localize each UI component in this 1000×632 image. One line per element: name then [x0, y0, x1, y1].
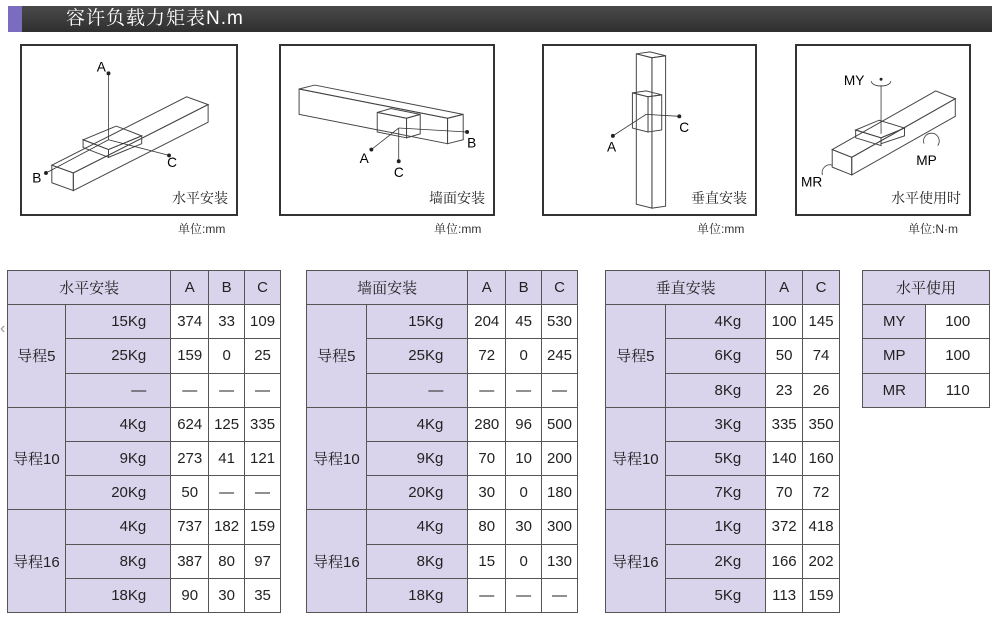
- value-cell: —: [542, 373, 578, 407]
- diagram-vertical: [542, 44, 757, 216]
- label-my: MY: [843, 73, 865, 89]
- header-cell: C: [245, 271, 281, 305]
- load-cell: 6Kg: [665, 339, 766, 373]
- value-cell: —: [209, 373, 245, 407]
- value-cell: 372: [766, 510, 803, 544]
- value-cell: 335: [766, 407, 803, 441]
- table-wall: [306, 270, 578, 613]
- label-c: C: [679, 119, 690, 135]
- label-b: B: [32, 170, 42, 186]
- value-cell: 0: [209, 339, 245, 373]
- group-label: 导程10: [8, 407, 66, 510]
- value-cell: 387: [171, 544, 209, 578]
- load-cell: 7Kg: [665, 476, 766, 510]
- header-cell-title: 水平使用: [863, 271, 990, 305]
- value-cell: 125: [209, 407, 245, 441]
- header-cell: B: [506, 271, 542, 305]
- value-cell: 100: [926, 339, 990, 373]
- value-cell: 418: [803, 510, 840, 544]
- table-row: [8, 407, 281, 441]
- value-cell: 530: [542, 305, 578, 339]
- value-cell: 70: [766, 476, 803, 510]
- value-cell: 45: [506, 305, 542, 339]
- load-cell: 4Kg: [65, 407, 171, 441]
- label-c: C: [393, 164, 404, 180]
- value-cell: 624: [171, 407, 209, 441]
- value-cell: 0: [506, 544, 542, 578]
- group-label: 导程5: [307, 305, 367, 408]
- value-cell: 109: [245, 305, 281, 339]
- value-cell: 182: [209, 510, 245, 544]
- value-cell: 25: [245, 339, 281, 373]
- value-cell: 113: [766, 578, 803, 612]
- value-cell: 500: [542, 407, 578, 441]
- load-cell: 4Kg: [65, 510, 171, 544]
- header-row: [863, 271, 990, 305]
- chevron-left-icon[interactable]: ‹: [0, 320, 6, 337]
- table-row: [863, 305, 990, 339]
- value-cell: —: [468, 373, 506, 407]
- load-cell: 2Kg: [665, 544, 766, 578]
- value-cell: 110: [926, 373, 990, 407]
- value-cell: 72: [803, 476, 840, 510]
- table-horizontal: [7, 270, 281, 613]
- diagram-caption: 垂直安装: [691, 190, 747, 206]
- load-cell: 4Kg: [366, 510, 468, 544]
- header-cell: C: [542, 271, 578, 305]
- load-cell: 20Kg: [366, 476, 468, 510]
- table-row: [863, 373, 990, 407]
- diagram-wall: [279, 44, 495, 216]
- value-cell: 80: [468, 510, 506, 544]
- value-cell: 80: [209, 544, 245, 578]
- moment-label: MR: [863, 373, 926, 407]
- value-cell: 23: [766, 373, 803, 407]
- load-cell: 18Kg: [366, 578, 468, 612]
- load-cell: 8Kg: [65, 544, 171, 578]
- diagram-caption: 水平使用时: [891, 190, 961, 206]
- load-cell: 9Kg: [65, 441, 171, 475]
- table-row: [606, 305, 840, 339]
- value-cell: 166: [766, 544, 803, 578]
- value-cell: 160: [803, 441, 840, 475]
- label-b: B: [467, 135, 477, 151]
- value-cell: 350: [803, 407, 840, 441]
- value-cell: 180: [542, 476, 578, 510]
- value-cell: 35: [245, 578, 281, 612]
- title-accent: [8, 6, 22, 32]
- value-cell: 737: [171, 510, 209, 544]
- group-label: 导程16: [307, 510, 367, 613]
- load-cell: 20Kg: [65, 476, 171, 510]
- value-cell: 72: [468, 339, 506, 373]
- value-cell: 159: [803, 578, 840, 612]
- value-cell: 15: [468, 544, 506, 578]
- table-row: [606, 407, 840, 441]
- load-cell: 1Kg: [665, 510, 766, 544]
- diagram-horizontal: [20, 44, 238, 216]
- value-cell: 0: [506, 339, 542, 373]
- value-cell: 374: [171, 305, 209, 339]
- value-cell: 245: [542, 339, 578, 373]
- header-row: [307, 271, 578, 305]
- load-cell: 25Kg: [65, 339, 171, 373]
- table-row: [8, 510, 281, 544]
- value-cell: 30: [506, 510, 542, 544]
- value-cell: 50: [171, 476, 209, 510]
- value-cell: 121: [245, 441, 281, 475]
- value-cell: 70: [468, 441, 506, 475]
- load-cell: —: [65, 373, 171, 407]
- diagram-caption: 水平安装: [172, 190, 228, 206]
- label-a: A: [359, 151, 369, 167]
- value-cell: 300: [542, 510, 578, 544]
- value-cell: 100: [926, 305, 990, 339]
- label-a: A: [607, 139, 617, 155]
- load-cell: 15Kg: [65, 305, 171, 339]
- value-cell: 10: [506, 441, 542, 475]
- value-cell: 280: [468, 407, 506, 441]
- value-cell: 50: [766, 339, 803, 373]
- load-cell: 4Kg: [366, 407, 468, 441]
- value-cell: 130: [542, 544, 578, 578]
- table-vertical: [605, 270, 840, 613]
- value-cell: 96: [506, 407, 542, 441]
- label-mp: MP: [916, 153, 937, 169]
- value-cell: 159: [171, 339, 209, 373]
- header-cell: A: [468, 271, 506, 305]
- table-row: [8, 305, 281, 339]
- value-cell: 30: [468, 476, 506, 510]
- table-row: [606, 510, 840, 544]
- value-cell: 74: [803, 339, 840, 373]
- value-cell: 335: [245, 407, 281, 441]
- load-cell: 8Kg: [665, 373, 766, 407]
- load-cell: 5Kg: [665, 578, 766, 612]
- title-bar: [8, 6, 992, 32]
- header-cell: A: [766, 271, 803, 305]
- value-cell: —: [468, 578, 506, 612]
- value-cell: 41: [209, 441, 245, 475]
- value-cell: 273: [171, 441, 209, 475]
- value-cell: 200: [542, 441, 578, 475]
- load-cell: 9Kg: [366, 441, 468, 475]
- value-cell: 159: [245, 510, 281, 544]
- load-cell: 3Kg: [665, 407, 766, 441]
- load-cell: 8Kg: [366, 544, 468, 578]
- value-cell: 100: [766, 305, 803, 339]
- group-label: 导程16: [606, 510, 666, 613]
- value-cell: —: [245, 476, 281, 510]
- diagram-moments: [795, 44, 971, 216]
- table-row: [307, 305, 578, 339]
- table-moment: [862, 270, 990, 408]
- header-cell: A: [171, 271, 209, 305]
- value-cell: 145: [803, 305, 840, 339]
- load-cell: —: [366, 373, 468, 407]
- group-label: 导程10: [307, 407, 367, 510]
- value-cell: 202: [803, 544, 840, 578]
- group-label: 导程16: [8, 510, 66, 613]
- page-title: 容许负载力矩表N.m: [66, 8, 244, 29]
- group-label: 导程5: [606, 305, 666, 408]
- group-label: 导程5: [8, 305, 66, 408]
- label-c: C: [167, 155, 177, 171]
- load-cell: 4Kg: [665, 305, 766, 339]
- value-cell: —: [506, 578, 542, 612]
- header-cell-title: 垂直安装: [606, 271, 766, 305]
- load-cell: 15Kg: [366, 305, 468, 339]
- value-cell: —: [506, 373, 542, 407]
- unit-label: 单位:N·m: [908, 222, 958, 236]
- value-cell: 140: [766, 441, 803, 475]
- value-cell: 90: [171, 578, 209, 612]
- value-cell: 0: [506, 476, 542, 510]
- moment-label: MP: [863, 339, 926, 373]
- load-cell: 25Kg: [366, 339, 468, 373]
- load-cell: 5Kg: [665, 441, 766, 475]
- table-row: [307, 407, 578, 441]
- unit-label: 单位:mm: [697, 222, 745, 236]
- moment-label: MY: [863, 305, 926, 339]
- label-mr: MR: [800, 174, 823, 190]
- header-row: [8, 271, 281, 305]
- unit-label: 单位:mm: [178, 222, 226, 236]
- header-cell: B: [209, 271, 245, 305]
- value-cell: 26: [803, 373, 840, 407]
- group-label: 导程10: [606, 407, 666, 510]
- value-cell: 204: [468, 305, 506, 339]
- table-row: [307, 510, 578, 544]
- value-cell: —: [245, 373, 281, 407]
- label-a: A: [96, 59, 106, 75]
- header-cell: C: [803, 271, 840, 305]
- value-cell: —: [542, 578, 578, 612]
- load-cell: 18Kg: [65, 578, 171, 612]
- header-cell-title: 水平安装: [8, 271, 171, 305]
- value-cell: —: [209, 476, 245, 510]
- unit-label: 单位:mm: [434, 222, 482, 236]
- value-cell: 30: [209, 578, 245, 612]
- value-cell: —: [171, 373, 209, 407]
- value-cell: 97: [245, 544, 281, 578]
- diagram-caption: 墙面安装: [429, 190, 485, 206]
- header-row: [606, 271, 840, 305]
- value-cell: 33: [209, 305, 245, 339]
- header-cell-title: 墙面安装: [307, 271, 468, 305]
- table-row: [863, 339, 990, 373]
